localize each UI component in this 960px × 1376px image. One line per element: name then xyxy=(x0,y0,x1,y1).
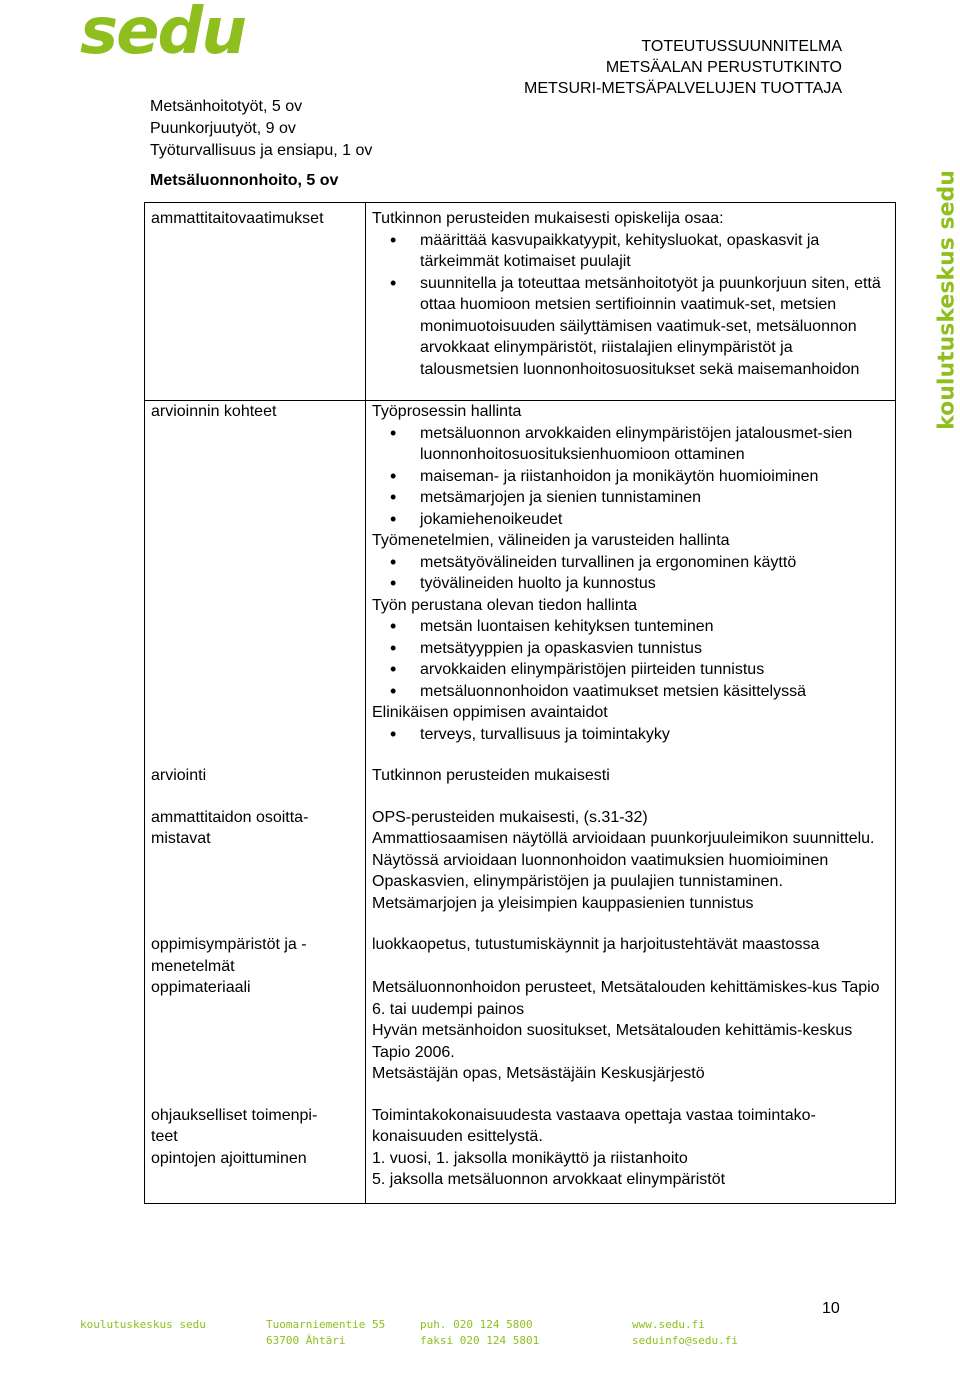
list-item: • metsätyyppien ja opaskasvien tunnistus xyxy=(372,638,889,660)
row-content xyxy=(366,934,896,977)
course-item: Puunkorjuutyöt, 9 ov xyxy=(150,120,296,137)
page-number: 10 xyxy=(822,1300,840,1317)
group-title: Elinikäisen oppimisen avaintaidot xyxy=(372,704,608,721)
table-row xyxy=(145,977,896,1105)
text-line: Hyvän metsänhoidon suositukset, Metsätalouden kehittämis-keskus Tapio 2006. xyxy=(372,1022,853,1061)
row-label: ammattitaitovaatimukset xyxy=(145,203,366,401)
list-item: • metsäluonnonhoidon vaatimukset metsien käsittelyssä xyxy=(372,681,889,703)
list-item: • terveys, turvallisuus ja toimintakyky xyxy=(372,724,889,766)
row-label xyxy=(145,934,366,977)
table-row xyxy=(145,765,896,807)
row-label-text: ohjaukselliset toimenpi-teet xyxy=(151,1106,318,1145)
text-line: 5. jaksolla metsäluonnon arvokkaat elinympäristöt xyxy=(372,1171,726,1188)
text-line: Metsämarjojen ja yleisimpien kauppasienien tunnistus xyxy=(372,894,754,912)
text-line: Ammattiosaamisen näytöllä arvioidaan puunkorjuuleimikon suunnittelu. Näytössä arvioidaan luonnonhoidon vaatimuksien huomioiminen xyxy=(372,830,875,869)
list-item: • määrittää kasvupaikkatyypit, kehitysluokat, opaskasvit ja tärkeimmät kotimaiset puulajit xyxy=(372,230,889,273)
text-line: 1. vuosi, 1. jaksolla monikäyttö ja riistanhoito xyxy=(372,1149,688,1167)
course-list xyxy=(150,96,372,162)
row-label xyxy=(145,1105,366,1148)
row-content xyxy=(366,1148,896,1204)
row-value: Toimintakokonaisuudesta vastaava opettaja vastaa toimintako-konaisuuden esittelystä. xyxy=(372,1106,816,1145)
list-item: • metsämarjojen ja sienien tunnistaminen xyxy=(372,487,889,509)
footer xyxy=(80,1315,780,1355)
footer-org: koulutuskeskus sedu xyxy=(80,1318,206,1331)
list-item: • työvälineiden huolto ja kunnostus xyxy=(372,573,889,595)
list-item: • arvokkaiden elinympäristöjen piirteiden tunnistus xyxy=(372,659,889,681)
row-label-text: arviointi xyxy=(151,767,207,784)
table-row xyxy=(145,807,896,935)
list-item: • metsän luontaisen kehityksen tunteminen xyxy=(372,616,889,638)
group-title: Työprosessin hallinta xyxy=(372,403,522,420)
list-item: • metsätyövälineiden turvallinen ja ergonominen käyttö xyxy=(372,552,889,574)
group-title: Työn perustana olevan tiedon hallinta xyxy=(372,596,638,614)
table-row xyxy=(145,203,896,401)
row-content xyxy=(366,765,896,807)
footer-fax: faksi 020 124 5801 xyxy=(420,1334,540,1347)
row-label xyxy=(145,977,366,1105)
row-content xyxy=(366,203,896,401)
table-row xyxy=(145,1105,896,1148)
list-item: • jokamiehenoikeudet xyxy=(372,509,889,531)
header-line: TOTEUTUSSUUNNITELMA xyxy=(641,38,842,55)
row-value xyxy=(372,807,889,915)
row-label-text: ammattitaidon osoitta-mistavat xyxy=(151,808,309,847)
row-value xyxy=(372,977,889,1085)
course-item: Metsänhoitotyöt, 5 ov xyxy=(150,98,303,115)
row-label: opintojen ajoittuminen xyxy=(145,1148,366,1204)
list-item: • suunnitella ja toteuttaa metsänhoitotyöt ja puunkorjuun siten, että ottaa huomioon metsien sertifioinnin vaatimuk-set, metsien monimuotoisuuden säilyttämisen vaatimuk-set, metsäluonnon arvokkaat elinympäristöt, riistalajien elinympäristöt ja talousmetsien luonnonhoitosuositukset sekä maisemanhoidon xyxy=(372,273,889,401)
footer-phone: puh. 020 124 5800 xyxy=(420,1318,533,1331)
row-label-text: oppimisympäristöt ja -menetelmät xyxy=(151,936,307,975)
document-header xyxy=(524,36,842,99)
group-title: Työmenetelmien, välineiden ja varusteiden hallinta xyxy=(372,532,730,549)
table-row xyxy=(145,401,896,766)
header-line: METSÄALAN PERUSTUTKINTO xyxy=(605,59,842,76)
text-line: Metsästäjän opas, Metsästäjäin Keskusjärjestö xyxy=(372,1065,705,1082)
module-title: Metsäluonnonhoito, 5 ov xyxy=(150,172,339,189)
row-content xyxy=(366,977,896,1105)
footer-email[interactable]: seduinfo@sedu.fi xyxy=(632,1334,738,1347)
footer-address: Tuomarniementie 55 xyxy=(266,1318,386,1331)
row-content xyxy=(366,1105,896,1148)
text-line: OPS-perusteiden mukaisesti, (s.31-32) xyxy=(372,808,648,826)
item-list xyxy=(372,552,889,595)
req-list xyxy=(372,230,889,401)
list-item: • maiseman- ja riistanhoidon ja monikäytön huomioiminen xyxy=(372,466,889,488)
table-row xyxy=(145,934,896,977)
item-list xyxy=(372,616,889,702)
sedu-logo: sedu xyxy=(80,0,245,69)
row-label xyxy=(145,765,366,807)
req-intro: Tutkinnon perusteiden mukaisesti opiskelija osaa: xyxy=(372,210,724,227)
row-label xyxy=(145,807,366,935)
row-value: luokkaopetus, tutustumiskäynnit ja harjoitustehtävät maastossa xyxy=(372,936,820,953)
text-line: Metsäluonnonhoidon perusteet, Metsätalouden kehittämiskes-kus Tapio 6. tai uudempi painos xyxy=(372,979,880,1018)
item-list xyxy=(372,423,889,531)
footer-address: 63700 Ähtäri xyxy=(266,1334,346,1347)
side-logo xyxy=(934,170,960,430)
row-content xyxy=(366,401,896,766)
table-row xyxy=(145,1148,896,1204)
row-content xyxy=(366,807,896,935)
text-line: Opaskasvien, elinympäristöjen ja puulajien tunnistaminen. xyxy=(372,873,783,890)
header-line: METSURI-METSÄPALVELUJEN TUOTTAJA xyxy=(524,80,842,97)
row-label: arvioinnin kohteet xyxy=(145,401,366,766)
row-value: Tutkinnon perusteiden mukaisesti xyxy=(372,767,610,784)
row-label-text: oppimateriaali xyxy=(151,979,251,996)
item-list xyxy=(372,724,889,766)
course-item: Työturvallisuus ja ensiapu, 1 ov xyxy=(150,142,373,159)
plan-table xyxy=(144,202,896,1204)
footer-web[interactable]: www.sedu.fi xyxy=(632,1318,705,1331)
list-item: • metsäluonnon arvokkaiden elinympäristöjen jatalousmet-sien luonnonhoitosuosituksienhuomioon ottaminen xyxy=(372,423,889,466)
side-logo-text: koulutuskeskus sedu xyxy=(934,170,960,430)
